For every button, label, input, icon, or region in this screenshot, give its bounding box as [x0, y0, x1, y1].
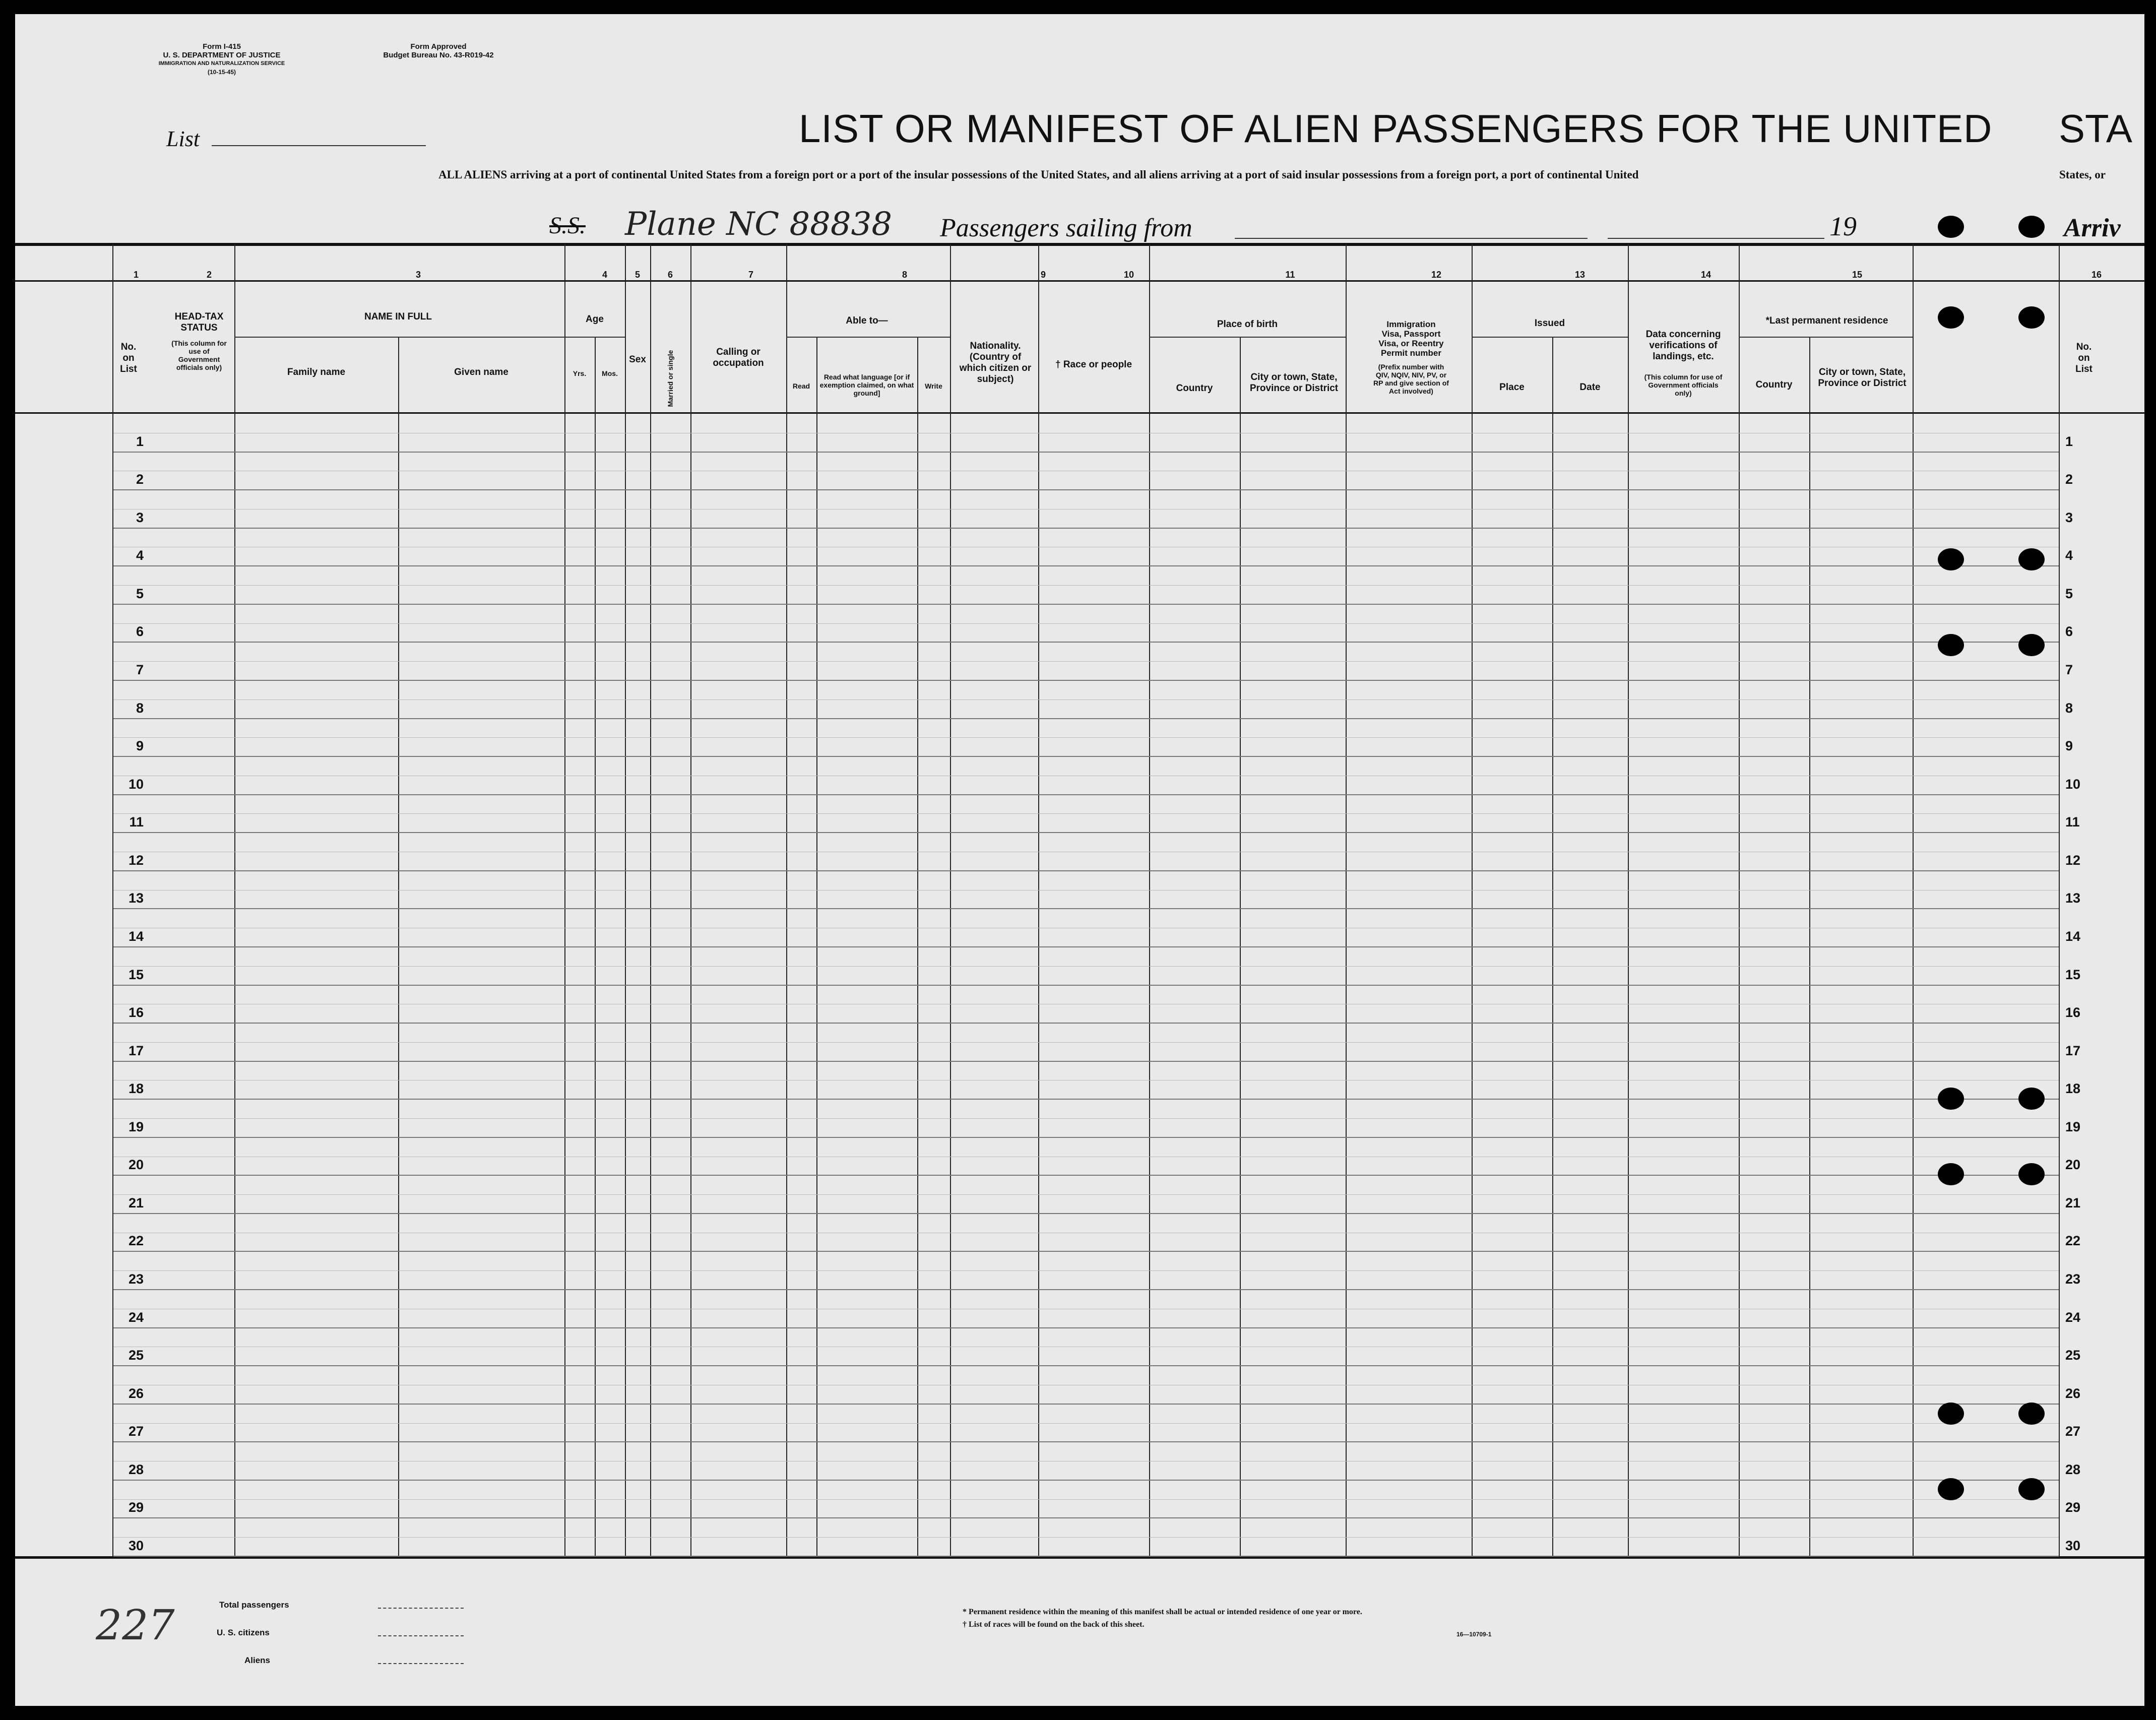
col-number: 15 [1852, 270, 1863, 280]
page-title: LIST OR MANIFEST OF ALIEN PASSENGERS FOR THE UNITED [799, 106, 1993, 151]
row-number-right: 5 [2065, 586, 2073, 601]
sailing-from-line [1235, 238, 1588, 239]
row-rule [113, 1213, 2059, 1214]
col-number: 8 [902, 270, 907, 280]
punch-hole [2018, 548, 2045, 570]
row-rule [113, 1480, 2059, 1481]
row-number-left: 2 [136, 472, 144, 487]
approval-block [368, 42, 509, 59]
sailing-from-label: Passengers sailing from [940, 214, 1192, 242]
year-prefix: 19 [1829, 211, 1857, 241]
row-number-right: 11 [2065, 814, 2080, 830]
header-birth-city: City or town, State, Province or District [1249, 372, 1339, 394]
row-number-right: 12 [2065, 852, 2081, 868]
subheader-rule [1149, 337, 1346, 338]
subheader-rule [564, 337, 625, 338]
row-number-right: 3 [2065, 509, 2073, 525]
row-rule [113, 489, 2059, 490]
row-number-right: 21 [2065, 1195, 2081, 1211]
row-number-left: 4 [136, 548, 144, 563]
row-number-right: 22 [2065, 1233, 2081, 1249]
punch-hole [1938, 1403, 1964, 1425]
col-divider [950, 244, 951, 1557]
row-half-rule [113, 699, 2059, 700]
header-calling: Calling or occupation [713, 347, 764, 368]
col-number: 13 [1574, 270, 1586, 280]
handwritten-sheet-number: 227 [96, 1602, 175, 1649]
punch-hole [1938, 216, 1964, 238]
header-sex: Sex [629, 354, 646, 365]
row-half-rule [113, 1499, 2059, 1500]
row-number-left: 26 [128, 1385, 144, 1401]
header-place-of-birth: Place of birth [1217, 319, 1278, 330]
row-number-right: 1 [2065, 433, 2073, 449]
row-number-right: 2 [2065, 472, 2073, 487]
header-yrs: Yrs. [573, 369, 587, 377]
col-number: 3 [415, 270, 421, 280]
col-number: 9 [1040, 270, 1046, 280]
subheader-rule [1739, 337, 1913, 338]
row-number-right: 13 [2065, 890, 2081, 906]
ship-name-handwritten: Plane NC 88838 [625, 206, 893, 243]
row-half-rule [113, 623, 2059, 624]
sailing-date-line [1608, 238, 1824, 239]
header-write: Write [925, 382, 942, 390]
header-last-residence: *Last permanent residence [1765, 315, 1888, 326]
punch-hole [2018, 1163, 2045, 1185]
col-number: 5 [635, 270, 640, 280]
row-half-rule [113, 1270, 2059, 1271]
row-number-left: 30 [128, 1538, 144, 1553]
row-rule [113, 1099, 2059, 1100]
row-number-right: 26 [2065, 1385, 2081, 1401]
row-number-left: 24 [128, 1309, 144, 1325]
header-married: Married or single [666, 350, 674, 407]
header-visa-note: (Prefix number with QIV, NQIV, NIV, PV, or RP and give section of Act involved) [1373, 363, 1449, 395]
row-number-right: 16 [2065, 1005, 2081, 1021]
header-head-tax: HEAD-TAX STATUS [174, 311, 224, 333]
col-divider [234, 244, 235, 1557]
row-rule [113, 1441, 2059, 1442]
row-number-right: 15 [2065, 967, 2081, 982]
subheader-rule [1472, 337, 1628, 338]
header-residence-city: City or town, State, Province or District [1818, 367, 1907, 389]
row-number-left: 3 [136, 509, 144, 525]
list-label: List [166, 126, 200, 151]
row-number-right: 23 [2065, 1271, 2081, 1287]
us-citizens-line [378, 1635, 464, 1636]
header-no-on-list-right: No. on List [2075, 342, 2092, 374]
col-number: 4 [602, 270, 607, 280]
row-half-rule [113, 661, 2059, 662]
row-number-left: 17 [128, 1043, 144, 1058]
col-divider [650, 244, 651, 1557]
ss-label: S.S. [549, 212, 586, 239]
row-rule [113, 1404, 2059, 1405]
aliens-line [378, 1663, 464, 1664]
row-number-left: 14 [128, 928, 144, 944]
form-approved: Form Approved [410, 42, 467, 51]
header-given-name: Given name [454, 367, 509, 377]
row-number-left: 23 [128, 1271, 144, 1287]
col-divider [690, 244, 691, 1557]
header-age: Age [586, 314, 604, 325]
row-number-left: 15 [128, 967, 144, 982]
header-read: Read [792, 382, 810, 390]
col-number: 14 [1700, 270, 1711, 280]
header-head-tax-note: (This column for use of Government officials only) [171, 339, 227, 371]
header-verifications-note: (This column for use of Government officials only) [1644, 373, 1723, 397]
row-rule [113, 528, 2059, 529]
row-rule [113, 680, 2059, 681]
header-nationality: Nationality. (Country of which citizen or subject) [959, 341, 1032, 385]
row-half-rule [113, 1423, 2059, 1424]
col-divider [625, 244, 626, 1557]
subheader-rule [786, 337, 950, 338]
header-residence-country: Country [1755, 379, 1793, 390]
row-rule [113, 1556, 2059, 1557]
row-rule [113, 1365, 2059, 1366]
row-number-left: 29 [128, 1500, 144, 1515]
header-verifications: Data concerning verifications of landings, etc. [1645, 329, 1721, 362]
row-number-right: 20 [2065, 1157, 2081, 1173]
row-number-right: 9 [2065, 738, 2073, 754]
punch-hole [1938, 306, 1964, 329]
row-rule [113, 604, 2059, 605]
total-passengers-label: Total passengers [219, 1600, 289, 1610]
punch-hole [1938, 634, 1964, 656]
row-number-right: 8 [2065, 700, 2073, 716]
row-number-left: 27 [128, 1424, 144, 1439]
row-number-right: 7 [2065, 662, 2073, 677]
column-number-rule [15, 280, 2144, 282]
row-number-right: 27 [2065, 1424, 2081, 1439]
row-number-left: 11 [129, 814, 144, 830]
col-number: 7 [748, 270, 753, 280]
row-rule [113, 718, 2059, 719]
col-number: 6 [667, 270, 673, 280]
list-line [212, 145, 426, 146]
row-half-rule [113, 1042, 2059, 1043]
manifest-sheet [15, 14, 2144, 1706]
row-rule [113, 452, 2059, 453]
col-number: 11 [1285, 270, 1295, 280]
budget-bureau: Budget Bureau No. 43-R019-42 [383, 51, 494, 59]
row-number-left: 8 [136, 700, 144, 716]
row-number-left: 22 [128, 1233, 144, 1249]
row-number-right: 29 [2065, 1500, 2081, 1515]
row-rule [113, 756, 2059, 757]
row-number-right: 6 [2065, 624, 2073, 640]
row-rule [113, 985, 2059, 986]
punch-hole [2018, 634, 2045, 656]
punch-hole [1938, 1163, 1964, 1185]
row-rule [113, 1289, 2059, 1290]
col-divider [1739, 244, 1740, 1557]
col-divider [1628, 244, 1629, 1557]
punch-hole [2018, 306, 2045, 329]
row-half-rule [113, 1194, 2059, 1195]
aliens-label: Aliens [244, 1655, 271, 1665]
row-rule [113, 832, 2059, 833]
subtitle-continued: States, or [2059, 168, 2106, 181]
form-date: (10-15-45) [207, 69, 236, 76]
arrived-label: Arriv [2064, 214, 2121, 242]
us-citizens-label: U. S. citizens [217, 1628, 270, 1637]
row-number-left: 12 [128, 852, 144, 868]
row-rule [113, 794, 2059, 795]
header-race: † Race or people [1055, 359, 1132, 370]
row-number-right: 14 [2065, 928, 2081, 944]
row-rule [113, 1175, 2059, 1176]
row-number-right: 28 [2065, 1461, 2081, 1477]
subtitle: ALL ALIENS arriving at a port of continental United States from a foreign port or a port of the insular possessions of the United States, and all aliens arriving at a port of said insular possessions from a foreign port, a port of continental United [438, 168, 1639, 181]
row-number-left: 9 [136, 738, 144, 754]
row-number-right: 30 [2065, 1538, 2081, 1553]
punch-hole [1938, 548, 1964, 570]
col-number: 1 [133, 270, 139, 280]
row-number-left: 13 [128, 890, 144, 906]
punch-hole [2018, 1403, 2045, 1425]
header-mos: Mos. [602, 369, 618, 377]
row-number-right: 25 [2065, 1348, 2081, 1363]
col-divider [2059, 244, 2060, 1557]
row-number-left: 21 [128, 1195, 144, 1211]
total-passengers-line [378, 1608, 464, 1609]
punch-hole [2018, 216, 2045, 238]
row-number-left: 20 [128, 1157, 144, 1173]
row-rule [113, 565, 2059, 566]
row-rule [113, 946, 2059, 947]
row-number-left: 19 [128, 1119, 144, 1134]
row-number-left: 1 [136, 433, 144, 449]
form-info-block [156, 42, 287, 77]
row-number-right: 19 [2065, 1119, 2081, 1134]
row-half-rule [113, 813, 2059, 814]
header-issued-place: Place [1499, 382, 1525, 393]
header-read-language: Read what language [or if exemption claimed, on what ground] [819, 373, 914, 397]
table-top-rule [15, 243, 2144, 246]
header-visa: Immigration Visa, Passport Visa, or Reentry Permit number [1378, 320, 1444, 358]
row-half-rule [113, 966, 2059, 967]
header-issued-date: Date [1579, 382, 1601, 393]
row-rule [113, 1061, 2059, 1062]
header-able-to: Able to— [846, 315, 888, 326]
col-number: 16 [2091, 270, 2102, 280]
row-number-left: 6 [136, 624, 144, 640]
row-number-left: 10 [128, 776, 144, 792]
header-no-on-list: No. on List [120, 342, 137, 374]
row-number-right: 4 [2065, 548, 2073, 563]
row-rule [113, 1327, 2059, 1328]
row-number-left: 28 [128, 1461, 144, 1477]
row-number-left: 16 [128, 1005, 144, 1021]
col-number: 10 [1123, 270, 1134, 280]
header-name-in-full: NAME IN FULL [364, 311, 432, 322]
col-number: 2 [206, 270, 212, 280]
punch-hole [1938, 1088, 1964, 1110]
col-divider [1913, 244, 1914, 1557]
row-rule [113, 870, 2059, 871]
header-family-name: Family name [287, 367, 346, 377]
col-divider [1149, 244, 1150, 1557]
page-title-continued: STA [2059, 106, 2132, 151]
footnote-permanent-residence: * Permanent residence within the meaning of this manifest shall be actual or intended residence of one year or more. [963, 1608, 1362, 1616]
row-number-right: 18 [2065, 1081, 2081, 1097]
print-code: 16—10709-1 [1456, 1631, 1492, 1638]
row-number-left: 7 [136, 662, 144, 677]
row-number-right: 17 [2065, 1043, 2081, 1058]
row-half-rule [113, 737, 2059, 738]
subheader-rule [234, 337, 564, 338]
header-issued: Issued [1534, 318, 1565, 329]
row-number-right: 24 [2065, 1309, 2081, 1325]
row-rule [113, 1517, 2059, 1518]
row-rule [113, 1023, 2059, 1024]
row-rule [113, 908, 2059, 909]
footnote-races: † List of races will be found on the back of this sheet. [963, 1620, 1145, 1629]
service: IMMIGRATION AND NATURALIZATION SERVICE [158, 60, 285, 67]
punch-hole [2018, 1478, 2045, 1500]
punch-hole [1938, 1478, 1964, 1500]
col-divider [1346, 244, 1347, 1557]
row-half-rule [113, 1118, 2059, 1119]
row-half-rule [113, 1537, 2059, 1538]
row-rule [113, 642, 2059, 643]
row-number-left: 18 [128, 1081, 144, 1097]
col-divider [564, 244, 565, 1557]
col-divider [1472, 244, 1473, 1557]
punch-hole [2018, 1088, 2045, 1110]
col-divider [1038, 244, 1039, 1557]
row-half-rule [113, 585, 2059, 586]
header-birth-country: Country [1176, 383, 1213, 394]
col-number: 12 [1431, 270, 1442, 280]
col-divider [786, 244, 787, 1557]
row-number-right: 10 [2065, 776, 2081, 792]
header-bottom-rule [15, 412, 2144, 414]
form-number: Form I-415 [203, 42, 241, 51]
department: U. S. DEPARTMENT OF JUSTICE [163, 51, 281, 59]
row-rule [113, 1137, 2059, 1138]
row-number-left: 25 [128, 1348, 144, 1363]
row-number-left: 5 [136, 586, 144, 601]
row-rule [113, 1251, 2059, 1252]
